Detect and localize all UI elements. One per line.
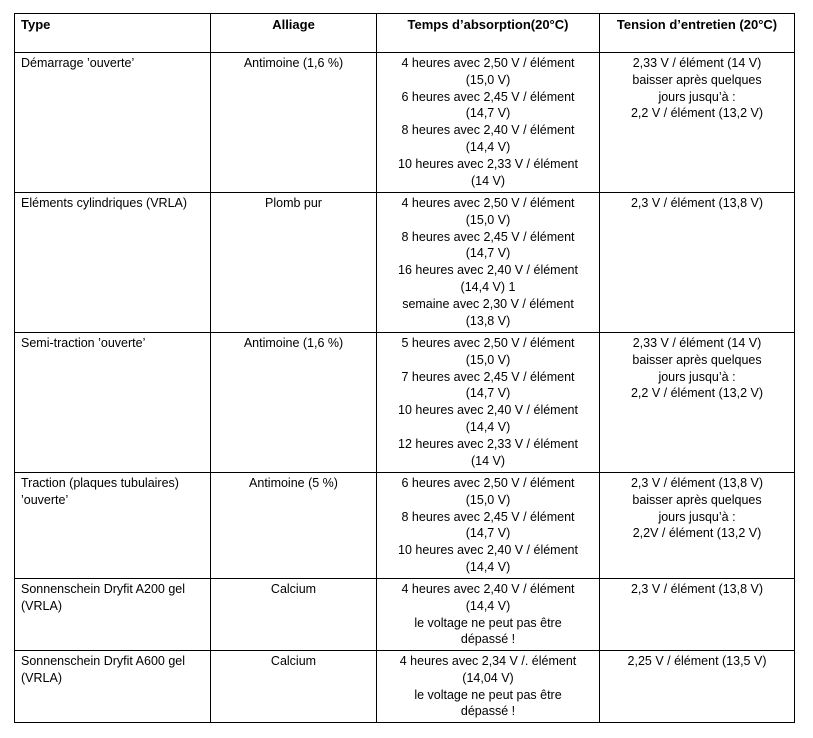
absorption-line: 5 heures avec 2,50 V / élément [401, 336, 575, 350]
float-line: 2,33 V / élément (14 V) [632, 56, 762, 70]
table-row [15, 53, 795, 193]
absorption-line: (14,7 V) [465, 526, 511, 541]
absorption-line: (14 V) [470, 453, 506, 468]
absorption-line: (14,4 V) [465, 598, 511, 613]
cell-float-voltage [600, 333, 795, 473]
cell-alloy: Antimoine (1,6 %) [211, 53, 377, 193]
cell-type: Démarrage ’ouverte’ [15, 53, 211, 193]
absorption-line: (14,7 V) [465, 386, 511, 401]
float-line: 2,33 V / élément (14 V) [632, 336, 762, 350]
float-line: 2,3 V / élément (13,8 V) [630, 196, 763, 210]
absorption-line: 6 heures avec 2,45 V / élément [401, 89, 575, 104]
float-line: 2,2V / élément (13,2 V) [632, 526, 762, 541]
absorption-line: (14,4 V) [465, 559, 511, 574]
cell-type: Traction (plaques tubulaires) ’ouverte’ [15, 473, 211, 579]
cell-type: Sonnenschein Dryfit A200 gel (VRLA) [15, 579, 211, 651]
absorption-line: (13,8 V) [465, 313, 511, 328]
float-line: jours jusqu’à : [658, 509, 736, 524]
cell-absorption-time [377, 53, 600, 193]
header-row [15, 14, 795, 53]
cell-absorption-time [377, 651, 600, 723]
absorption-line: 16 heures avec 2,40 V / élément [398, 263, 578, 278]
absorption-line: 12 heures avec 2,33 V / élément [398, 436, 578, 451]
cell-float-voltage [600, 53, 795, 193]
header-absorption-time: Temps d’absorption(20°C) [377, 14, 600, 53]
absorption-line: (14,4 V) [465, 139, 511, 154]
absorption-line: (14,7 V) [465, 246, 511, 261]
absorption-line: 10 heures avec 2,40 V / élément [398, 543, 578, 558]
cell-type: Eléments cylindriques (VRLA) [15, 193, 211, 333]
absorption-line: (14,7 V) [465, 106, 511, 121]
table-row [15, 579, 795, 651]
cell-alloy: Antimoine (5 %) [211, 473, 377, 579]
cell-alloy: Antimoine (1,6 %) [211, 333, 377, 473]
cell-absorption-time [377, 193, 600, 333]
absorption-line: 10 heures avec 2,40 V / élément [398, 403, 578, 418]
table-row [15, 333, 795, 473]
absorption-line: 8 heures avec 2,45 V / élément [401, 509, 575, 524]
absorption-line: 4 heures avec 2,34 V /. élément [399, 654, 577, 668]
absorption-line: 8 heures avec 2,40 V / élément [401, 123, 575, 138]
cell-float-voltage [600, 579, 795, 651]
cell-absorption-time [377, 473, 600, 579]
cell-alloy: Calcium [211, 651, 377, 723]
absorption-line: (15,0 V) [465, 352, 511, 367]
absorption-line: 4 heures avec 2,40 V / élément [401, 582, 575, 596]
absorption-line: dépassé ! [460, 704, 516, 719]
absorption-line: (14 V) [470, 173, 506, 188]
float-line: baisser après quelques [632, 352, 762, 367]
cell-absorption-time [377, 579, 600, 651]
float-line: 2,2 V / élément (13,2 V) [630, 386, 763, 401]
table-row [15, 193, 795, 333]
cell-alloy: Plomb pur [211, 193, 377, 333]
float-line: baisser après quelques [632, 72, 762, 87]
cell-type: Semi-traction ’ouverte’ [15, 333, 211, 473]
absorption-line: 4 heures avec 2,50 V / élément [401, 196, 575, 210]
float-line: 2,3 V / élément (13,8 V) [630, 476, 763, 490]
absorption-line: (15,0 V) [465, 212, 511, 227]
header-alloy: Alliage [211, 14, 377, 53]
float-line: jours jusqu’à : [658, 369, 736, 384]
header-float-voltage: Tension d’entretien (20°C) [600, 14, 795, 53]
float-line: 2,2 V / élément (13,2 V) [630, 106, 763, 121]
absorption-line: 10 heures avec 2,33 V / élément [398, 156, 578, 171]
absorption-line: le voltage ne peut pas être [414, 615, 562, 630]
float-line: 2,25 V / élément (13,5 V) [627, 654, 767, 668]
float-line: baisser après quelques [632, 492, 762, 507]
cell-float-voltage [600, 473, 795, 579]
table-row [15, 473, 795, 579]
cell-float-voltage [600, 651, 795, 723]
cell-absorption-time [377, 333, 600, 473]
header-type: Type [15, 14, 211, 53]
absorption-line: (15,0 V) [465, 72, 511, 87]
absorption-line: 8 heures avec 2,45 V / élément [401, 229, 575, 244]
table-body [15, 53, 795, 723]
float-line: jours jusqu’à : [658, 89, 736, 104]
cell-type: Sonnenschein Dryfit A600 gel (VRLA) [15, 651, 211, 723]
absorption-line: 4 heures avec 2,50 V / élément [401, 56, 575, 70]
cell-float-voltage [600, 193, 795, 333]
absorption-line: (14,4 V) [465, 419, 511, 434]
absorption-line: semaine avec 2,30 V / élément [402, 296, 574, 311]
absorption-line: dépassé ! [460, 632, 516, 647]
absorption-line: (14,4 V) 1 [460, 279, 516, 294]
cell-alloy: Calcium [211, 579, 377, 651]
battery-charging-table [14, 13, 795, 723]
float-line: 2,3 V / élément (13,8 V) [630, 582, 763, 596]
table-row [15, 651, 795, 723]
absorption-line: 7 heures avec 2,45 V / élément [401, 369, 575, 384]
absorption-line: (15,0 V) [465, 492, 511, 507]
absorption-line: 6 heures avec 2,50 V / élément [401, 476, 575, 490]
absorption-line: le voltage ne peut pas être [414, 687, 562, 702]
absorption-line: (14,04 V) [462, 670, 514, 685]
